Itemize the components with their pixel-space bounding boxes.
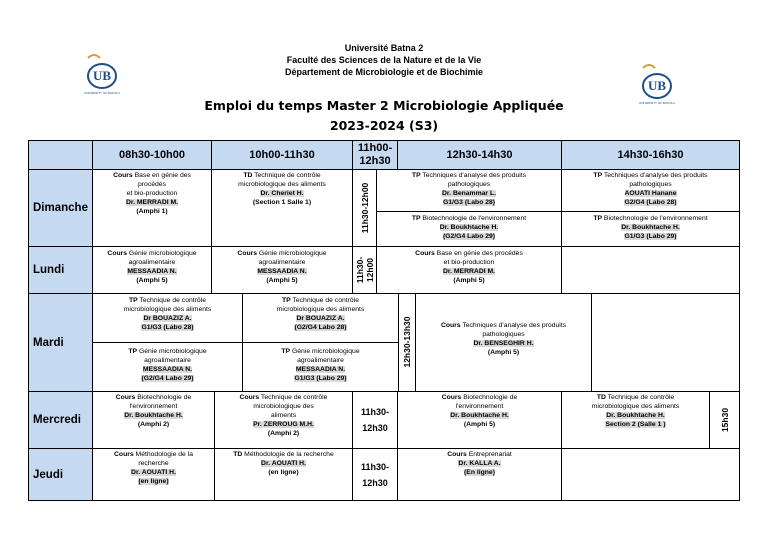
session-mardi-5: Cours Techniques d'analyse des produits pathologiques Dr. BENSEGHIR H. (Amphi 5) bbox=[415, 293, 592, 392]
day-lundi: Lundi bbox=[28, 246, 93, 294]
svg-text:UB: UB bbox=[647, 78, 667, 93]
empty-jeudi bbox=[561, 448, 740, 501]
university-logo-right bbox=[635, 56, 679, 106]
end-time-mercredi: 15h30 bbox=[709, 391, 740, 449]
svg-text:UNIVERSITY OF BATNA 2: UNIVERSITY OF BATNA 2 bbox=[639, 101, 675, 105]
session-jeudi-1: Cours Méthodologie de la recherche Dr. AOUATI H. (en ligne) bbox=[92, 448, 215, 501]
svg-text:UB: UB bbox=[92, 68, 112, 83]
session-dimanche-5: TP Biotechnologie de l'environnement Dr. Boukhtache H. (G2/G4 Labo 29) bbox=[376, 211, 562, 247]
faculty-name: Faculté des Sciences de la Nature et de la Vie bbox=[286, 55, 482, 65]
slot-header-1: 08h30-10h00 bbox=[92, 140, 212, 170]
session-lundi-1: Cours Génie microbiologique agroalimentaire MESSAADIA N. (Amphi 5) bbox=[92, 246, 212, 294]
session-lundi-2: Cours Génie microbiologique agroalimentaire MESSAADIA N. (Amphi 5) bbox=[211, 246, 353, 294]
university-name: Université Batna 2 bbox=[344, 43, 424, 53]
session-mardi-2: TP Technique de contrôle microbiologique des aliments Dr BOUAZIZ A. (G2/G4 Labo 28) bbox=[242, 293, 399, 343]
session-dimanche-1: Cours Base en génie des procédés et bio-production Dr. MERRADI M. (Amphi 1) bbox=[92, 169, 212, 247]
session-jeudi-3: Cours Entreprenariat Dr. KALLA A. (En ligne) bbox=[397, 448, 562, 501]
gap-jeudi: 11h30- 12h30 bbox=[352, 448, 398, 501]
gap-mercredi: 11h30- 12h30 bbox=[352, 391, 398, 449]
session-mardi-3: TP Génie microbiologique agroalimentaire MESSAADIA N. (G2/G4 Labo 29) bbox=[92, 342, 243, 392]
university-logo-left bbox=[80, 46, 124, 96]
session-mercredi-1: Cours Biotechnologie de l'environnement Dr. Boukhtache H. (Amphi 2) bbox=[92, 391, 215, 449]
gap-dimanche: 11h30-12h00 bbox=[352, 169, 377, 247]
session-mardi-4: TP Génie microbiologique agroalimentaire MESSAADIA N. G1/G3 (Labo 29) bbox=[242, 342, 399, 392]
svg-text:UNIVERSITY OF BATNA 2: UNIVERSITY OF BATNA 2 bbox=[84, 91, 120, 95]
session-dimanche-2: TD Technique de contrôle microbiologique des aliments Dr. Cheriet H. (Section 1 Salle 1) bbox=[211, 169, 353, 247]
session-mercredi-4: TD Technique de contrôle microbiologique des aliments Dr. Boukhtache H. Section 2 (Salle 1 ) bbox=[561, 391, 710, 449]
session-mercredi-2: Cours Technique de contrôle microbiologique des aliments Pr. ZERROUG M.H. (Amphi 2) bbox=[214, 391, 353, 449]
session-jeudi-2: TD Méthodologie de la recherche Dr. AOUATI H. (en ligne) bbox=[214, 448, 353, 501]
slot-header-2: 10h00-11h30 bbox=[211, 140, 353, 170]
empty-mardi bbox=[591, 293, 740, 392]
slot-header-4: 12h30-14h30 bbox=[397, 140, 562, 170]
gap-lundi: 11h30- 12h00 bbox=[352, 246, 377, 294]
day-dimanche: Dimanche bbox=[28, 169, 93, 247]
session-dimanche-4: TP Techniques d'analyse des produits pathologiques AOUATI Hanane G2/G4 (Labo 28) bbox=[561, 169, 740, 212]
academic-year: 2023-2024 (S3) bbox=[329, 118, 439, 133]
session-dimanche-3: TP Techniques d'analyse des produits pathologiques Dr. Benammar L. G1/G3 (Labo 28) bbox=[376, 169, 562, 212]
gap-mardi: 12h30-13h30 bbox=[398, 293, 416, 392]
session-mardi-1: TP Technique de contrôle microbiologique des aliments Dr BOUAZIZ A. G1/G3 (Labo 28) bbox=[92, 293, 243, 343]
page-title: Emploi du temps Master 2 Microbiologie Appliquée bbox=[204, 98, 564, 113]
session-dimanche-6: TP Biotechnologie de l'environnement Dr. Boukhtache H. G1/G3 (Labo 29) bbox=[561, 211, 740, 247]
department-name: Département de Microbiologie et de Biochimie bbox=[284, 67, 484, 77]
session-mercredi-3: Cours Biotechnologie de l'environnement Dr. Boukhtache H. (Amphi 5) bbox=[397, 391, 562, 449]
slot-header-3: 11h00- 12h30 bbox=[352, 140, 398, 170]
session-lundi-3: Cours Base en génie des procédés et bio-production Dr. MERRADI M. (Amphi 5) bbox=[376, 246, 562, 294]
day-mercredi: Mercredi bbox=[28, 391, 93, 449]
corner-cell bbox=[28, 140, 93, 170]
day-mardi: Mardi bbox=[28, 293, 93, 392]
slot-header-5: 14h30-16h30 bbox=[561, 140, 740, 170]
empty-lundi bbox=[561, 246, 740, 294]
day-jeudi: Jeudi bbox=[28, 448, 93, 501]
